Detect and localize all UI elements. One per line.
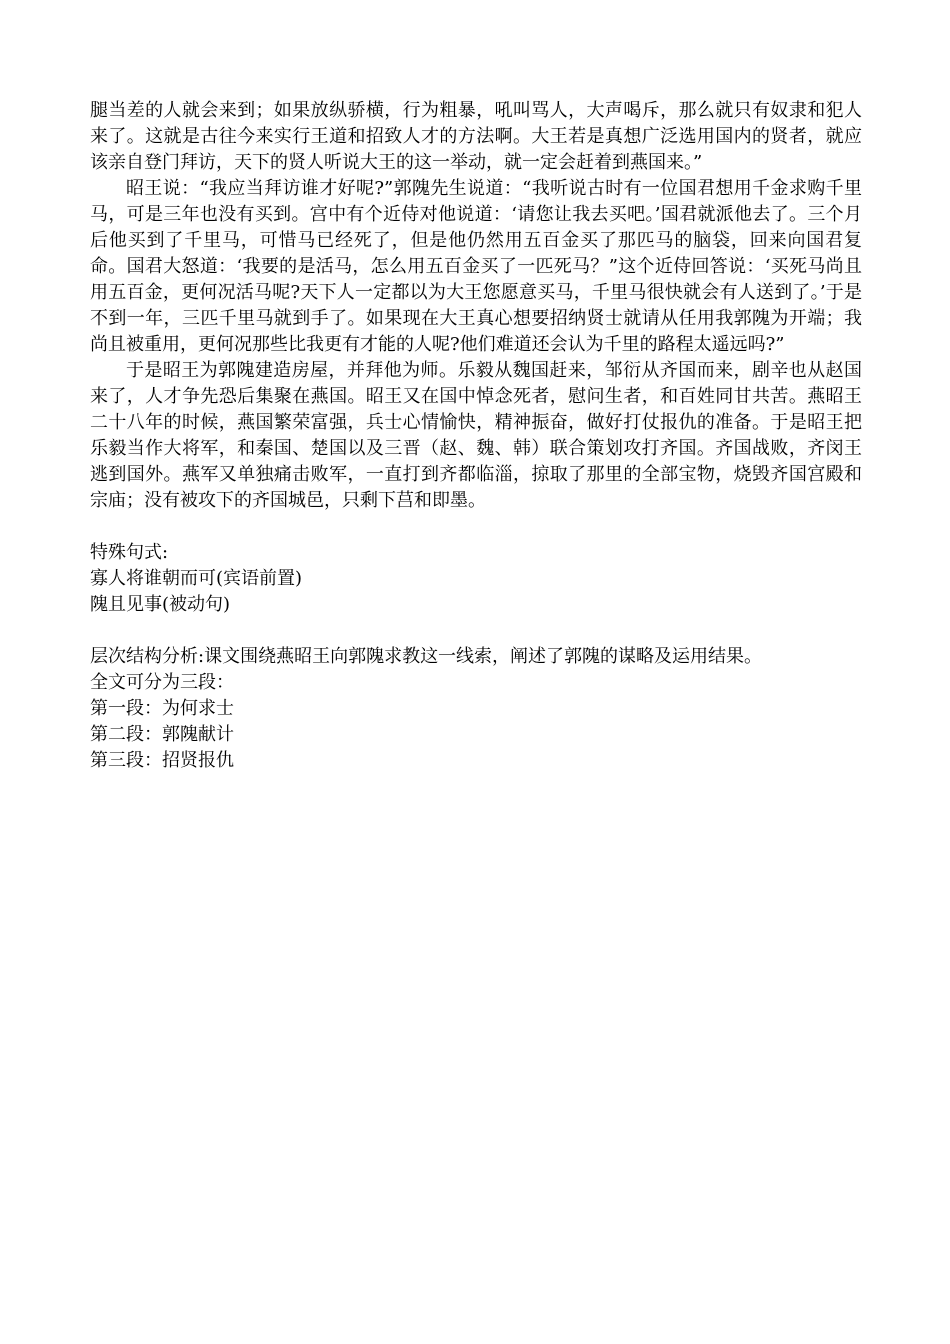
- special-sentence-item: 隗且见事(被动句): [90, 594, 231, 615]
- structure-analysis-intro: 层次结构分析:课文围绕燕昭王向郭隗求教这一线索，阐述了郭隗的谋略及运用结果。: [90, 646, 763, 667]
- paragraph-translation-3: 于是昭王为郭隗建造房屋，并拜他为师。乐毅从魏国赶来，邹衍从齐国而来，剧辛也从赵国来了，人才争先恐后集聚在燕国。昭王又在国中悼念死者，慰问生者，和百姓同甘共苦。燕昭王二十八年的时候，燕国繁荣富强，兵士心情愉快，精神振奋，做好打仗报仇的准备。于是昭王把乐毅当作大将军，和秦国、楚国以及三晋（赵、魏、韩）联合策划攻打齐国。齐国战败，齐闵王逃到国外。燕军又单独痛击败军，一直打到齐都临淄，掠取了那里的全部宝物，烧毁齐国宫殿和宗庙；没有被攻下的齐国城邑，只剩下莒和即墨。: [90, 360, 862, 511]
- paragraph-translation-1: 腿当差的人就会来到；如果放纵骄横，行为粗暴，吼叫骂人，大声喝斥，那么就只有奴隶和犯人来了。这就是古往今来实行王道和招致人才的方法啊。大王若是真想广泛选用国内的贤者，就应该亲自登门拜访，天下的贤人听说大王的这一举动，就一定会赶着到燕国来。”: [90, 100, 862, 173]
- structure-section-item: 第三段：招贤报仇: [90, 750, 234, 771]
- special-sentence-item: 寡人将谁朝而可(宾语前置): [90, 568, 303, 589]
- structure-section-item: 第一段：为何求士: [90, 698, 234, 719]
- structure-division-note: 全文可分为三段：: [90, 672, 234, 693]
- spacer: [90, 618, 862, 644]
- paragraph-translation-2: 昭王说：“我应当拜访谁才好呢?”郭隗先生说道：“我听说古时有一位国君想用千金求购千里马，可是三年也没有买到。宫中有个近侍对他说道：‘请您让我去买吧。’国君就派他去了。三个月后他买到了千里马，可惜马已经死了，但是他仍然用五百金买了那匹马的脑袋，回来向国君复命。国君大怒道：‘我要的是活马，怎么用五百金买了一匹死马？”这个近侍回答说：‘买死马尚且用五百金，更何况活马呢?天下人一定都以为大王您愿意买马，千里马很快就会有人送到了。’于是不到一年，三匹千里马就到手了。如果现在大王真心想要招纳贤士就请从任用我郭隗为开端；我尚且被重用，更何况那些比我更有才能的人呢?他们难道还会认为千里的路程太遥远吗?”: [90, 178, 862, 355]
- special-sentence-heading: 特殊句式:: [90, 542, 169, 563]
- spacer: [90, 514, 862, 540]
- structure-section-item: 第二段：郭隗献计: [90, 724, 234, 745]
- document-body: [90, 98, 862, 774]
